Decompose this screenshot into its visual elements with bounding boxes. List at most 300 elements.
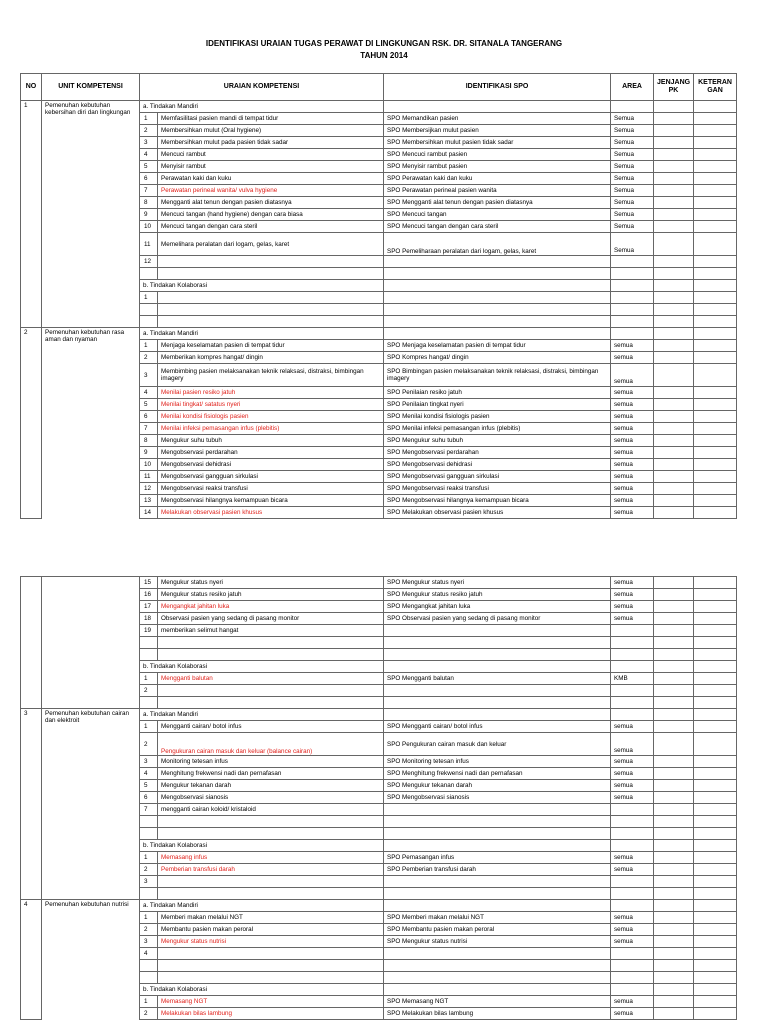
item-area: semua [611, 721, 654, 733]
item-number: 17 [140, 601, 158, 613]
cell-jenjang [654, 912, 694, 924]
section-label: b. Tindakan Kolaborasi [140, 280, 384, 292]
cell-jenjang [654, 888, 694, 900]
cell-keterangan [694, 816, 737, 828]
cell-uraian [158, 960, 384, 972]
item-area [611, 685, 654, 697]
item-number: 3 [140, 936, 158, 948]
item-number: 1 [140, 721, 158, 733]
item-area: semua [611, 435, 654, 447]
item-spo: SPO Pengukuran cairan masuk dan keluar [384, 733, 611, 756]
cell-jenjang [654, 292, 694, 304]
cell-uraian [158, 304, 384, 316]
cell-keterangan [694, 328, 737, 340]
cell-jenjang [654, 149, 694, 161]
item-area: semua [611, 912, 654, 924]
item-area: semua [611, 447, 654, 459]
cell-keterangan [694, 613, 737, 625]
cell-spo [384, 316, 611, 328]
item-spo: SPO Bimbingan pasien melaksanakan teknik relaksasi, distraksi, bimbingan imagery [384, 364, 611, 387]
item-number: 19 [140, 625, 158, 637]
item-spo: SPO Penilaian tingkat nyeri [384, 399, 611, 411]
item-area: semua [611, 756, 654, 768]
cell-keterangan [694, 411, 737, 423]
cell-jenjang [654, 1008, 694, 1020]
item-number: 12 [140, 256, 158, 268]
item-uraian: memberikan selimut hangat [158, 625, 384, 637]
item-area: Semua [611, 233, 654, 256]
item-spo: SPO Mengukur suhu tubuh [384, 435, 611, 447]
item-uraian: Membersihkan mulut (Oral hygiene) [158, 125, 384, 137]
cell-keterangan [694, 1008, 737, 1020]
item-spo: SPO Mengobservasi reaksi transfusi [384, 483, 611, 495]
item-spo: SPO Mengobservasi perdarahan [384, 447, 611, 459]
item-spo: SPO Memandikan pasien [384, 113, 611, 125]
item-uraian: Perawatan perineal wanita/ vulva hygiene [158, 185, 384, 197]
cell-keterangan [694, 996, 737, 1008]
item-spo: SPO Mengobservasi hilangnya kemampuan bicara [384, 495, 611, 507]
cell-jenjang [654, 352, 694, 364]
cell-jenjang [654, 161, 694, 173]
cell-area [611, 984, 654, 996]
cell-jenjang [654, 507, 694, 519]
cell-jenjang [654, 483, 694, 495]
item-spo: SPO Menilai infeksi pemasangan infus (plebitis) [384, 423, 611, 435]
item-spo: SPO Memasang NGT [384, 996, 611, 1008]
item-area: Semua [611, 149, 654, 161]
item-area: semua [611, 768, 654, 780]
cell-keterangan [694, 661, 737, 673]
item-number: 2 [140, 352, 158, 364]
cell-jenjang [654, 387, 694, 399]
cell-keterangan [694, 447, 737, 459]
item-uraian: Menilai kondisi fisiologis pasien [158, 411, 384, 423]
item-area [611, 292, 654, 304]
item-area: semua [611, 924, 654, 936]
item-area: Semua [611, 185, 654, 197]
cell-keterangan [694, 387, 737, 399]
item-area: semua [611, 852, 654, 864]
item-spo: SPO Mengobservasi sianosis [384, 792, 611, 804]
cell-jenjang [654, 435, 694, 447]
item-area: semua [611, 613, 654, 625]
cell-jenjang [654, 495, 694, 507]
item-uraian: Mencuci tangan dengan cara steril [158, 221, 384, 233]
cell-uraian [158, 828, 384, 840]
cell-keterangan [694, 221, 737, 233]
item-uraian [158, 948, 384, 960]
item-uraian: Memberikan kompres hangat/ dingin [158, 352, 384, 364]
item-uraian: Mengobservasi perdarahan [158, 447, 384, 459]
item-area: semua [611, 733, 654, 756]
cell-keterangan [694, 268, 737, 280]
cell-jenjang [654, 816, 694, 828]
cell-jenjang [654, 113, 694, 125]
cell-keterangan [694, 471, 737, 483]
cell-keterangan [694, 888, 737, 900]
cell-uraian [158, 268, 384, 280]
item-number: 2 [140, 125, 158, 137]
item-spo: SPO Mengukur status nutrisi [384, 936, 611, 948]
cell-keterangan [694, 840, 737, 852]
cell-uraian [158, 888, 384, 900]
item-area: semua [611, 936, 654, 948]
cell-keterangan [694, 852, 737, 864]
item-uraian [158, 256, 384, 268]
item-number: 4 [140, 768, 158, 780]
item-number: 2 [140, 864, 158, 876]
item-spo: SPO Mencuci tangan [384, 209, 611, 221]
cell-keterangan [694, 101, 737, 113]
cell-jenjang [654, 697, 694, 709]
cell-area [611, 960, 654, 972]
item-number: 1 [140, 292, 158, 304]
item-spo: SPO Memberi makan melalui NGT [384, 912, 611, 924]
cell-area [611, 828, 654, 840]
item-uraian: Mengganti alat tenun dengan pasien diatasnya [158, 197, 384, 209]
cell-jenjang [654, 924, 694, 936]
item-uraian: Mengangkat jahitan luka [158, 601, 384, 613]
item-uraian: Mengukur status resiko jatuh [158, 589, 384, 601]
item-uraian: Mengobservasi hilangnya kemampuan bicara [158, 495, 384, 507]
cell-jenjang [654, 447, 694, 459]
item-number: 18 [140, 613, 158, 625]
section-unit-kompetensi: Pemenuhan kebutuhan cairan dan elektroit [42, 709, 140, 900]
cell-area [611, 328, 654, 340]
cell-jenjang [654, 423, 694, 435]
section-number: 2 [21, 328, 42, 519]
item-spo: SPO Melakukan observasi pasien khusus [384, 507, 611, 519]
cell-spo [384, 697, 611, 709]
cell-jenjang [654, 852, 694, 864]
item-number: 8 [140, 435, 158, 447]
item-area: semua [611, 459, 654, 471]
item-uraian: Mengukur status nyeri [158, 577, 384, 589]
item-spo: SPO Mengobservasi dehidrasi [384, 459, 611, 471]
item-area: semua [611, 996, 654, 1008]
item-spo: SPO Mengobservasi gangguan sirkulasi [384, 471, 611, 483]
table-header-row [21, 74, 737, 101]
cell-jenjang [654, 780, 694, 792]
cell-keterangan [694, 721, 737, 733]
item-uraian: Memberi makan melalui NGT [158, 912, 384, 924]
item-spo: SPO Pemeliharaan peralatan dari logam, gelas, karet [384, 233, 611, 256]
cell-jenjang [654, 804, 694, 816]
table-row [21, 577, 737, 589]
item-area: Semua [611, 125, 654, 137]
cell-jenjang [654, 328, 694, 340]
cell-area [611, 280, 654, 292]
item-uraian: Mengobservasi dehidrasi [158, 459, 384, 471]
item-uraian: Mengukur suhu tubuh [158, 435, 384, 447]
item-uraian [158, 292, 384, 304]
header-unit: UNIT KOMPETENSI [42, 74, 140, 101]
item-spo: SPO Mencuci tangan dengan cara steril [384, 221, 611, 233]
item-uraian: Mengobservasi reaksi transfusi [158, 483, 384, 495]
cell-keterangan [694, 209, 737, 221]
cell-keterangan [694, 733, 737, 756]
item-area: semua [611, 411, 654, 423]
cell-keterangan [694, 697, 737, 709]
item-area: semua [611, 399, 654, 411]
cell-spo [384, 828, 611, 840]
item-area: Semua [611, 173, 654, 185]
cell-keterangan [694, 459, 737, 471]
cell-jenjang [654, 173, 694, 185]
item-uraian: Menilai tingkat/ satatus nyeri [158, 399, 384, 411]
item-spo: SPO Membersijkan mulut pasien [384, 125, 611, 137]
item-spo: SPO Menghitung frekwensi nadi dan pernafasan [384, 768, 611, 780]
cell-keterangan [694, 185, 737, 197]
cell-spo [384, 661, 611, 673]
item-uraian: Membantu pasien makan peroral [158, 924, 384, 936]
cell-keterangan [694, 756, 737, 768]
cell-keterangan [694, 625, 737, 637]
item-uraian: mengganti cairan koloid/ kristaloid [158, 804, 384, 816]
item-uraian: Menyisir rambut [158, 161, 384, 173]
item-uraian: Pemberian transfusi darah [158, 864, 384, 876]
section-label: a. Tindakan Mandiri [140, 709, 384, 721]
cell-jenjang [654, 185, 694, 197]
item-number: 6 [140, 411, 158, 423]
cell-area [611, 316, 654, 328]
item-number: 3 [140, 756, 158, 768]
cell-keterangan [694, 780, 737, 792]
item-uraian: Menilai pasien resiko jatuh [158, 387, 384, 399]
competency-table-page-2 [20, 576, 737, 1020]
cell-jenjang [654, 972, 694, 984]
item-area: Semua [611, 221, 654, 233]
section-unit-kompetensi: Pemenuhan kebutuhan nutrisi [42, 900, 140, 1020]
header-uraian: URAIAN KOMPETENSI [140, 74, 384, 101]
item-number: 4 [140, 149, 158, 161]
item-uraian: Membersihkan mulut pada pasien tidak sadar [158, 137, 384, 149]
item-spo: SPO Perawatan kaki dan kuku [384, 173, 611, 185]
item-area: semua [611, 507, 654, 519]
cell-jenjang [654, 471, 694, 483]
item-spo: SPO Pemberian transfusi darah [384, 864, 611, 876]
item-number: 1 [140, 673, 158, 685]
item-area: Semua [611, 209, 654, 221]
item-uraian: Mengobservasi sianosis [158, 792, 384, 804]
section-number [21, 577, 42, 709]
item-uraian: Memasang NGT [158, 996, 384, 1008]
cell-num [140, 304, 158, 316]
header-spo: IDENTIFIKASI SPO [384, 74, 611, 101]
cell-keterangan [694, 792, 737, 804]
competency-table-page-1 [20, 73, 737, 519]
item-area: semua [611, 387, 654, 399]
item-spo: SPO Observasi pasien yang sedang di pasang monitor [384, 613, 611, 625]
item-area: semua [611, 495, 654, 507]
item-uraian: Memasang infus [158, 852, 384, 864]
item-number: 6 [140, 173, 158, 185]
section-label: a. Tindakan Mandiri [140, 101, 384, 113]
item-area [611, 625, 654, 637]
item-number: 1 [140, 340, 158, 352]
section-label-row [21, 709, 737, 721]
item-number: 2 [140, 1008, 158, 1020]
cell-spo [384, 984, 611, 996]
cell-keterangan [694, 483, 737, 495]
cell-jenjang [654, 101, 694, 113]
item-number: 6 [140, 792, 158, 804]
item-uraian: Pengukuran cairan masuk dan keluar (balance cairan) [158, 733, 384, 756]
section-unit-kompetensi: Pemenuhan kebutuhan kebersihan diri dan lingkungan [42, 101, 140, 328]
item-spo: SPO Mengganti alat tenun dengan pasien diatasnya [384, 197, 611, 209]
cell-keterangan [694, 972, 737, 984]
item-uraian: Mencuci rambut [158, 149, 384, 161]
cell-jenjang [654, 948, 694, 960]
cell-keterangan [694, 864, 737, 876]
section-number: 3 [21, 709, 42, 900]
cell-keterangan [694, 364, 737, 387]
cell-jenjang [654, 960, 694, 972]
cell-spo [384, 304, 611, 316]
item-area: semua [611, 780, 654, 792]
item-spo [384, 948, 611, 960]
item-number: 2 [140, 685, 158, 697]
cell-spo [384, 649, 611, 661]
item-uraian: Mengganti cairan/ botol infus [158, 721, 384, 733]
item-area: semua [611, 483, 654, 495]
cell-keterangan [694, 948, 737, 960]
cell-jenjang [654, 221, 694, 233]
item-number: 15 [140, 577, 158, 589]
cell-area [611, 816, 654, 828]
cell-area [611, 101, 654, 113]
item-number: 10 [140, 459, 158, 471]
cell-keterangan [694, 685, 737, 697]
cell-area [611, 972, 654, 984]
item-number: 3 [140, 364, 158, 387]
cell-jenjang [654, 685, 694, 697]
item-area: semua [611, 601, 654, 613]
cell-jenjang [654, 304, 694, 316]
item-number: 7 [140, 185, 158, 197]
item-number: 14 [140, 507, 158, 519]
cell-jenjang [654, 125, 694, 137]
cell-num [140, 828, 158, 840]
cell-spo [384, 972, 611, 984]
cell-spo [384, 637, 611, 649]
cell-jenjang [654, 340, 694, 352]
cell-keterangan [694, 340, 737, 352]
item-uraian: Menghitung frekwensi nadi dan pernafasan [158, 768, 384, 780]
section-label-row [21, 328, 737, 340]
cell-spo [384, 900, 611, 912]
cell-jenjang [654, 316, 694, 328]
section-label: b. Tindakan Kolaborasi [140, 840, 384, 852]
item-number: 9 [140, 209, 158, 221]
item-number: 1 [140, 912, 158, 924]
cell-keterangan [694, 924, 737, 936]
cell-jenjang [654, 364, 694, 387]
item-number: 7 [140, 804, 158, 816]
item-number: 1 [140, 996, 158, 1008]
cell-keterangan [694, 507, 737, 519]
item-spo: SPO Menilai kondisi fisiologis pasien [384, 411, 611, 423]
item-number: 2 [140, 733, 158, 756]
item-number: 3 [140, 876, 158, 888]
item-area: semua [611, 364, 654, 387]
item-spo [384, 256, 611, 268]
cell-area [611, 661, 654, 673]
cell-spo [384, 101, 611, 113]
cell-jenjang [654, 996, 694, 1008]
item-uraian: Membimbing pasien melaksanakan teknik relaksasi, distraksi, bimbingan imagery [158, 364, 384, 387]
cell-keterangan [694, 577, 737, 589]
cell-area [611, 840, 654, 852]
cell-jenjang [654, 864, 694, 876]
cell-jenjang [654, 625, 694, 637]
item-number: 4 [140, 387, 158, 399]
cell-jenjang [654, 673, 694, 685]
item-area: semua [611, 1008, 654, 1020]
cell-jenjang [654, 399, 694, 411]
item-number: 16 [140, 589, 158, 601]
cell-keterangan [694, 304, 737, 316]
item-area: Semua [611, 197, 654, 209]
cell-area [611, 709, 654, 721]
cell-spo [384, 709, 611, 721]
item-spo: SPO Mengangkat jahitan luka [384, 601, 611, 613]
item-area [611, 948, 654, 960]
header-keterangan: KETERAN GAN [694, 74, 737, 101]
cell-spo [384, 888, 611, 900]
cell-area [611, 900, 654, 912]
item-uraian: Mengobservasi gangguan sirkulasi [158, 471, 384, 483]
cell-spo [384, 840, 611, 852]
cell-keterangan [694, 960, 737, 972]
cell-keterangan [694, 435, 737, 447]
item-number: 5 [140, 780, 158, 792]
cell-keterangan [694, 316, 737, 328]
cell-keterangan [694, 912, 737, 924]
cell-area [611, 304, 654, 316]
item-area: semua [611, 864, 654, 876]
item-uraian: Mengganti balutan [158, 673, 384, 685]
item-number: 5 [140, 161, 158, 173]
section-unit-kompetensi [42, 577, 140, 709]
item-spo [384, 876, 611, 888]
cell-num [140, 816, 158, 828]
section-unit-kompetensi: Pemenuhan kebutuhan rasa aman dan nyaman [42, 328, 140, 519]
item-spo: SPO Mengukur status resiko jatuh [384, 589, 611, 601]
item-area: KMB [611, 673, 654, 685]
cell-keterangan [694, 161, 737, 173]
cell-keterangan [694, 197, 737, 209]
cell-keterangan [694, 601, 737, 613]
item-area: Semua [611, 137, 654, 149]
cell-jenjang [654, 661, 694, 673]
cell-keterangan [694, 768, 737, 780]
document-year: TAHUN 2014 [360, 51, 408, 60]
cell-keterangan [694, 876, 737, 888]
item-uraian: Monitoring tetesan infus [158, 756, 384, 768]
item-spo [384, 685, 611, 697]
item-number: 7 [140, 423, 158, 435]
cell-keterangan [694, 828, 737, 840]
cell-jenjang [654, 459, 694, 471]
cell-num [140, 637, 158, 649]
section-label-row [21, 900, 737, 912]
item-area: Semua [611, 113, 654, 125]
section-label: a. Tindakan Mandiri [140, 900, 384, 912]
item-spo: SPO Pemasangan infus [384, 852, 611, 864]
item-number: 11 [140, 471, 158, 483]
cell-jenjang [654, 900, 694, 912]
